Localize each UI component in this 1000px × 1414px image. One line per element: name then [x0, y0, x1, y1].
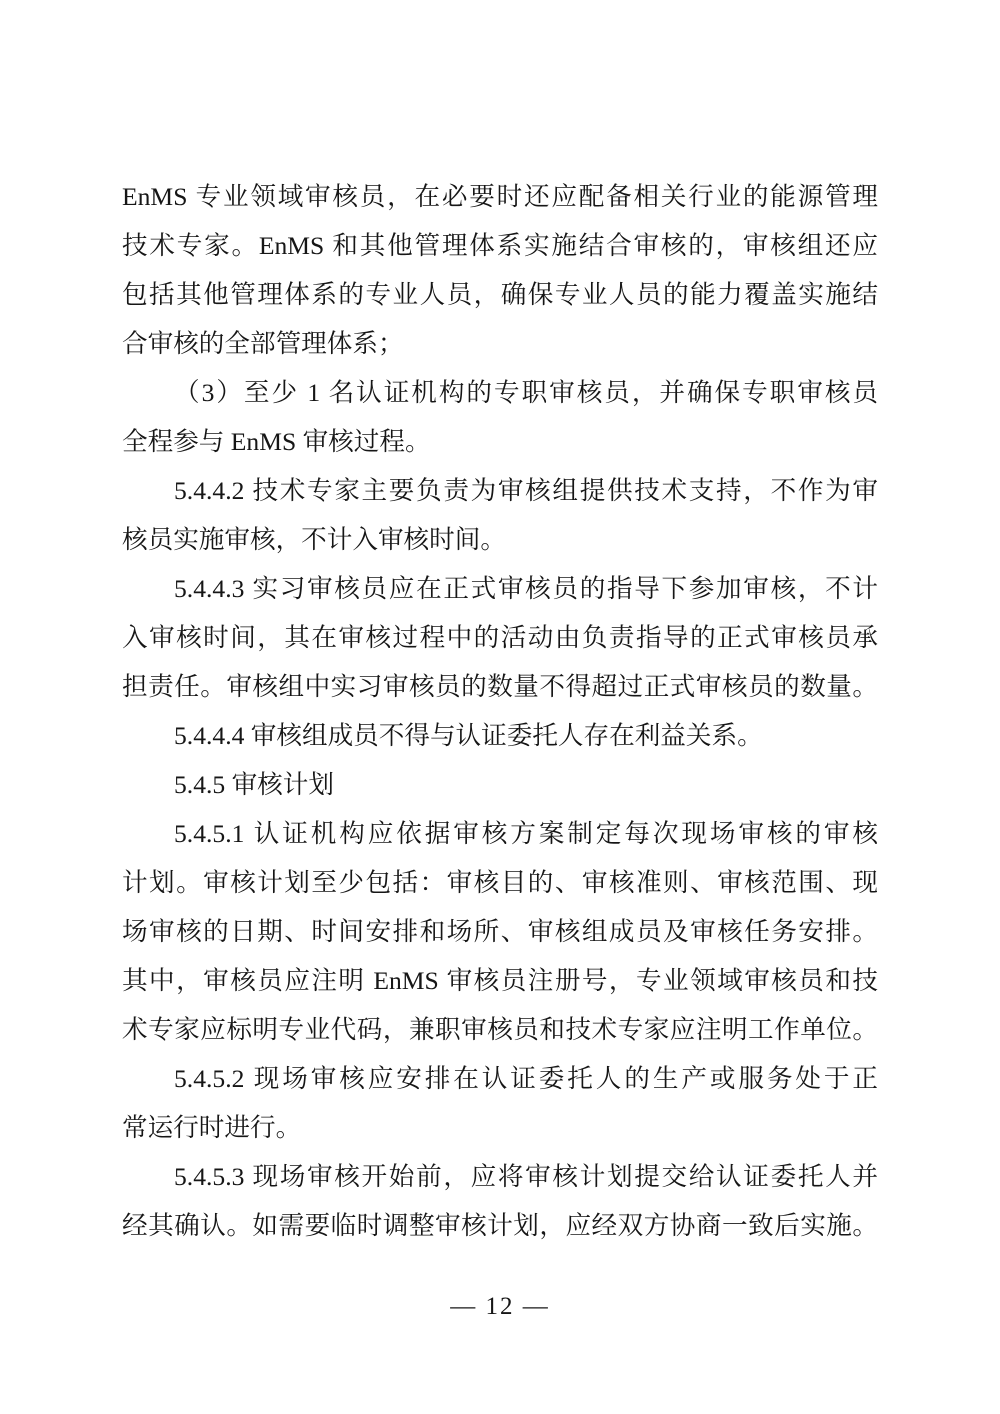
text-line: 经其确认。如需要临时调整审核计划，应经双方协商一致后实施。 [122, 1211, 878, 1240]
text-line: 包括其他管理体系的专业人员，确保专业人员的能力覆盖实施结 [122, 280, 878, 309]
text-line: 5.4.4.3 实习审核员应在正式审核员的指导下参加审核，不计 [174, 574, 878, 603]
text-line: 其中，审核员应注明 EnMS 审核员注册号，专业领域审核员和技 [122, 966, 878, 995]
text-line: 常运行时进行。 [122, 1113, 302, 1142]
text-line: 5.4.5.1 认证机构应依据审核方案制定每次现场审核的审核 [174, 819, 878, 848]
text-line: EnMS 专业领域审核员，在必要时还应配备相关行业的能源管理 [122, 182, 878, 211]
page-footer [122, 1290, 878, 1324]
text-line: 全程参与 EnMS 审核过程。 [122, 427, 431, 456]
text-line: 技术专家。EnMS 和其他管理体系实施结合审核的，审核组还应 [122, 231, 878, 260]
page-number: — 12 — [450, 1293, 550, 1320]
text-line: 入审核时间，其在审核过程中的活动由负责指导的正式审核员承 [122, 623, 878, 652]
text-line: 场审核的日期、时间安排和场所、审核组成员及审核任务安排。 [122, 917, 878, 946]
text-line: 5.4.5 审核计划 [174, 770, 334, 799]
text-line: 5.4.4.2 技术专家主要负责为审核组提供技术支持，不作为审 [174, 476, 878, 505]
text-line: 5.4.5.2 现场审核应安排在认证委托人的生产或服务处于正 [174, 1064, 878, 1093]
text-line: （3）至少 1 名认证机构的专职审核员，并确保专职审核员 [174, 378, 878, 407]
text-line: 担责任。审核组中实习审核员的数量不得超过正式审核员的数量。 [122, 672, 878, 701]
text-line: 5.4.5.3 现场审核开始前，应将审核计划提交给认证委托人并 [174, 1162, 878, 1191]
text-line: 核员实施审核，不计入审核时间。 [122, 525, 506, 554]
text-line: 计划。审核计划至少包括：审核目的、审核准则、审核范围、现 [122, 868, 878, 897]
document-body [122, 172, 878, 1250]
text-line: 合审核的全部管理体系； [122, 329, 404, 358]
text-line: 5.4.4.4 审核组成员不得与认证委托人存在利益关系。 [174, 721, 763, 750]
text-line: 术专家应标明专业代码，兼职审核员和技术专家应注明工作单位。 [122, 1015, 878, 1044]
